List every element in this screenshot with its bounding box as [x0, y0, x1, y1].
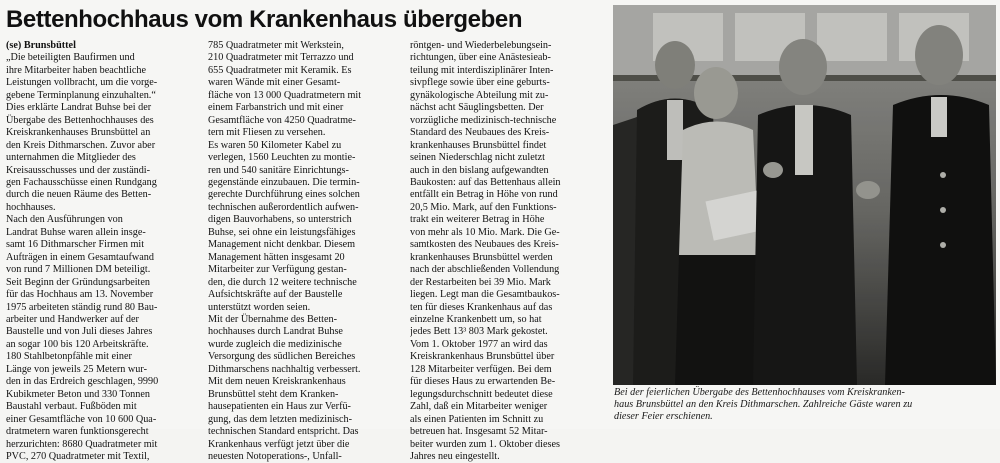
text-line: ten für dieses Krankenhaus auf das [410, 301, 553, 313]
text-line: einzelne Krankenbett um, so hat [410, 313, 542, 325]
photo-caption [614, 387, 998, 424]
text-line: seinen Niederschlag nicht zuletzt [410, 152, 545, 164]
text-line: Zahl, daß ein Mitarbeiter weniger [410, 401, 548, 413]
text-line: herzurichten: 8680 Quadratmeter mit [6, 438, 158, 450]
text-line: gynäkologische Abteilung mit zu- [410, 89, 549, 101]
text-line: Aufsichtskräfte auf der Baustelle [208, 289, 343, 301]
text-line: 785 Quadratmeter mit Werkstein, [208, 40, 344, 51]
text-line: 20,5 Mio. Mark, auf den Funktions- [410, 201, 557, 213]
text-line: (se) Brunsbüttel [6, 40, 76, 51]
article-column-3 [410, 40, 608, 463]
text-line: PVC, 270 Quadratmeter mit Textil, [6, 450, 150, 462]
text-line: wurde zugleich die medizinische [208, 338, 342, 350]
text-line: durch die neuen Räume des Betten- [6, 189, 152, 201]
text-line: Es waren 50 Kilometer Kabel zu [208, 139, 342, 151]
text-line: Leistungen vollbracht, um die vorge- [6, 77, 158, 89]
text-line: Dies erklärte Landrat Buhse bei der [6, 102, 152, 114]
text-line: Management hätten insgesamt 20 [208, 251, 345, 263]
text-line: einem Farbanstrich und mit einer [208, 102, 344, 114]
text-line: Mit dem neuen Kreiskrankenhaus [208, 376, 346, 388]
text-line: 210 Quadratmeter mit Terrazzo und [208, 52, 354, 64]
text-line: unternahmen die Mitglieder des [6, 152, 136, 164]
text-line: gegenstände einzubauen. Die termin- [208, 176, 360, 188]
text-line: ihre Mitarbeiter haben beachtliche [6, 64, 147, 76]
ceremony-photo [613, 5, 996, 385]
text-line: verlegen, 1560 Leuchten zu montie- [208, 152, 356, 164]
text-line: teilung mit interdisziplinärer Inten- [410, 64, 554, 76]
text-line: Länge von jeweils 25 Metern wur- [6, 363, 147, 375]
text-line: ren und 540 sanitäre Einrichtungs- [208, 164, 349, 176]
article-column-1 [6, 40, 204, 463]
text-line: einer Gesamtfläche von 10 600 Qua- [6, 413, 157, 425]
text-line: liegen. Legt man die Gesamtbaukos- [410, 289, 560, 301]
headline: Bettenhochhaus vom Krankenhaus übergeben [6, 6, 523, 33]
text-line: auch in den bislang aufgewandten [410, 164, 549, 176]
text-line: dratmetern waren funktionsgerecht [6, 426, 149, 438]
text-line: krankenhauses Brunsbüttel werden [410, 251, 553, 263]
text-line: gung, das dem letzten medizinisch- [208, 413, 352, 425]
text-line: Mitarbeiter zur Verfügung gestan- [208, 264, 347, 276]
text-line: nächst acht Säuglingsbetten. Der [410, 102, 544, 114]
text-line: richtungen, über eine Anästesieab- [410, 52, 551, 64]
text-line: Seit Beginn der Gründungsarbeiten [6, 276, 151, 288]
text-line: 655 Quadratmeter mit Keramik. Es [208, 64, 352, 76]
text-line: gerechte Durchführung eines solchen [208, 189, 360, 201]
text-line: beiter wurden zum 1. Oktober dieses [410, 438, 560, 450]
text-line: „Die beteiligten Baufirmen und [6, 52, 135, 64]
text-line: hochhauses durch Landrat Buhse [208, 326, 343, 338]
text-line: 128 Mitarbeiter verfügen. Bei dem [410, 363, 552, 375]
text-line: entfällt ein Betrag in Höhe von rund [410, 189, 558, 201]
text-line: samtkosten des Neubaues des Kreis- [410, 239, 559, 251]
text-line: 1975 arbeiteten ständig rund 80 Bau- [6, 301, 158, 313]
text-line: Kreiskrankenhauses Brunsbüttel an [6, 127, 151, 139]
text-line: legungsdurchschnitt bedeutet diese [410, 388, 553, 400]
text-line: Kubikmeter Beton und 330 Tonnen [6, 388, 150, 400]
text-line: haus Brunsbüttel an den Kreis Dithmarschen. Zahlreiche Gäste waren zu [614, 399, 913, 411]
text-line: jedes Bett 13³ 803 Mark gekostet. [410, 326, 548, 338]
text-line: nach der abschließenden Vollendung [410, 264, 560, 276]
text-line: Gesamtfläche von 4250 Quadratme- [208, 114, 356, 126]
text-line: betreuen hat. Insgesamt 52 Mitar- [410, 426, 548, 438]
text-line: digen Bauvorhabens, so unterstrich [208, 214, 352, 226]
text-line: den, die durch 12 weitere technische [208, 276, 357, 288]
text-line: von rund 7 Millionen DM beteiligt. [6, 264, 151, 276]
text-line: für das Hochhaus am 13. November [6, 289, 154, 301]
text-line: Buhse, sei ohne ein leistungsfähiges [208, 226, 356, 238]
text-line: Nach den Ausführungen von [6, 214, 123, 226]
text-line: Baustahl verbaut. Fußböden mit [6, 401, 137, 413]
text-line: der Restarbeiten bei 39 Mio. Mark [410, 276, 551, 288]
text-line: krankenhauses Brunsbüttel findet [410, 139, 547, 151]
text-line: Standard des Neubaues des Kreis- [410, 127, 550, 139]
text-line: Brunsbüttel steht dem Kranken- [208, 388, 339, 400]
text-line: Übergabe des Bettenhochhauses des [6, 114, 154, 126]
text-line: an sogar 100 bis 120 Arbeitskräfte. [6, 338, 149, 350]
text-line: den Kreis Dithmarschen. Zuvor aber [6, 139, 156, 151]
text-line: fläche von 13 000 Quadratmetern mit [208, 89, 362, 101]
text-line: Bei der feierlichen Übergabe des Bettenhochhauses vom Kreiskranken- [614, 387, 905, 398]
text-line: 180 Stahlbetonpfähle mit einer [6, 351, 132, 363]
text-line: gebene Terminplanung einzuhalten.“ [6, 89, 156, 101]
text-line: technischen außerordentlich aufwen- [208, 201, 359, 213]
text-line: Baustelle und von Juli dieses Jahres [6, 326, 153, 338]
ceremony-photo-image [613, 5, 996, 385]
text-line: Mit der Übernahme des Betten- [208, 313, 338, 325]
text-line: neuesten Notoperations-, Unfall- [208, 450, 342, 462]
text-line: Baukosten: auf das Bettenhaus allein [410, 176, 561, 188]
text-line: als einen Patienten im Schnitt zu [410, 413, 544, 425]
text-line: Jahres neu eingestellt. [410, 450, 500, 462]
text-line: von mehr als 10 Mio. Mark. Die Ge- [410, 226, 560, 238]
text-line: Krankenhaus verfügt jetzt über die [208, 438, 350, 450]
text-line: waren Wände mit einer Gesamt- [208, 77, 341, 89]
text-line: gen Fachausschüsse einen Rundgang [6, 176, 157, 188]
text-line: Landrat Buhse waren allein insge- [6, 226, 146, 238]
text-line: arbeiter und Handwerker auf der [6, 313, 139, 325]
text-line: technischen Standard entspricht. Das [208, 426, 359, 438]
text-line: tern mit Fliesen zu versehen. [208, 127, 326, 139]
text-line: hochhauses. [6, 201, 56, 213]
article-column-2 [208, 40, 404, 463]
text-line: Kreiskrankenhaus Brunsbüttel über [410, 351, 555, 363]
text-line: Kreisausschusses und der zuständi- [6, 164, 151, 176]
text-line: für dieses Haus zu erwartenden Be- [410, 376, 556, 388]
text-line: vorzügliche medizinisch-technische [410, 114, 557, 126]
text-line: sivpflege sowie über eine geburts- [410, 77, 550, 89]
text-line: Management nicht denkbar. Diesem [208, 239, 356, 251]
text-line: Aufträgen in einem Gesamtaufwand [6, 251, 154, 263]
text-line: unterstützt worden seien. [208, 301, 311, 313]
text-line: dieser Feier erschienen. [614, 411, 713, 423]
text-line: samt 16 Dithmarscher Firmen mit [6, 239, 145, 251]
text-line: röntgen- und Wiederbelebungsein- [410, 40, 552, 51]
text-line: hausepatienten ein Haus zur Verfü- [208, 401, 351, 413]
text-line: Dithmarschens nachhaltig verbessert. [208, 363, 361, 375]
text-line: den in das Erdreich geschlagen, 9990 [6, 376, 159, 388]
text-line: trakt ein weiterer Betrag in Höhe [410, 214, 545, 226]
text-line: Vom 1. Oktober 1977 an wird das [410, 338, 548, 350]
text-line: Versorgung des südlichen Bereiches [208, 351, 356, 363]
